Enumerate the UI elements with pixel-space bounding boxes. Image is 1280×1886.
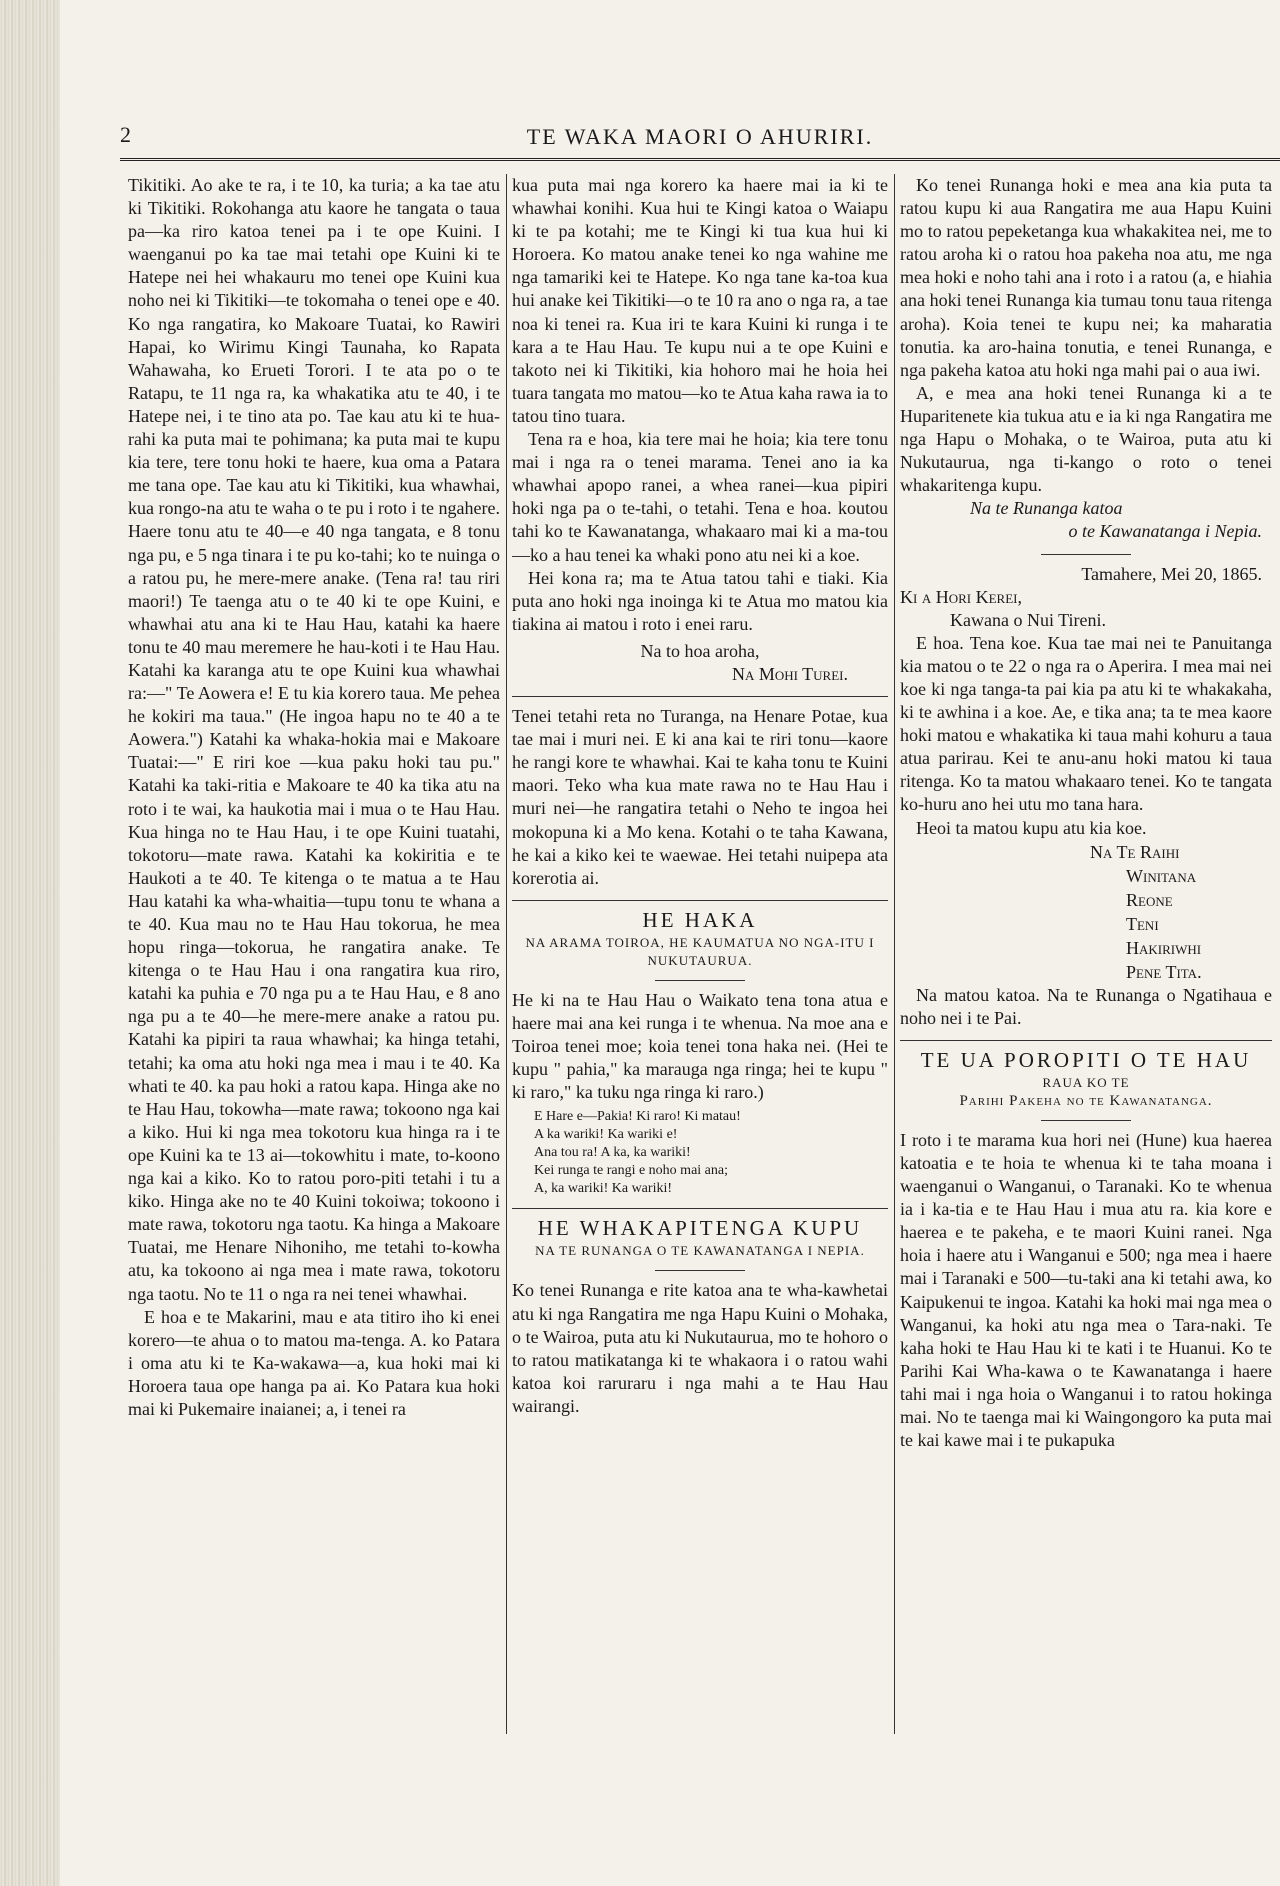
article-paragraph: I roto i te marama kua hori nei (Hune) kua haerea katoatia e te hoia te whenua ki te taha moana i waenganui o Wanganui, o Taranaki. Ko te whenua ia i ka-tia e te Hau Hau i mua atu ra. kia kore e haerea e te pakeha, e te maori Kuini ranei. Nga hoia i haere atu i Wanganui e 500; nga mea i haere mai i Taranaki e 500—tu-taki ana ki tetahi awa, ko Kaipukenui te ingoa. Katahi ka hoki mai nga mea o Wanganui, ka hoki atu nga mea o Tara-naki. Te kaha hoki te Hau Hau ki te kati i te Huanui. Ko te Parihi Kai Wha-kawa o te Kawanatanga i haere tahi mai i nga hoia o Wanganui i to ratou hokinga mai. No te taenga mai ki Waingongoro ka puta mai te kai kawe mai i te pukapuka bbox=[900, 1129, 1272, 1451]
section-subheading: Parihi Pakeha no te Kawanatanga. bbox=[959, 1092, 1213, 1109]
section-heading-ua-poropiti: TE UA POROPITI O TE HAU bbox=[920, 1047, 1252, 1072]
section-heading-haka: HE HAKA bbox=[642, 907, 758, 932]
resolution-signature-2: o te Kawanatanga i Nepia. bbox=[1068, 521, 1262, 542]
column-2 bbox=[512, 174, 888, 1734]
header-rule bbox=[120, 158, 1280, 161]
letter-dateline: Tamahere, Mei 20, 1865. bbox=[1081, 563, 1262, 584]
verse-line: E Hare e—Pakia! Ki raro! Ki matau! bbox=[534, 1109, 741, 1125]
article-paragraph: Na matou katoa. Na te Runanga o Ngatihaua e noho nei i te Pai. bbox=[900, 984, 1272, 1028]
article-paragraph: A, e mea ana hoki tenei Runanga ki a te Huparitenete kia tukua atu e ia ki nga Rangatira me nga Hapu o Mohaka, o te Wairoa, puta atu ki Nukutaurua, nga ti-kango o roto o tenei whakaritenga kupu. bbox=[900, 382, 1272, 496]
signatory-name: Reone bbox=[1126, 889, 1173, 910]
short-divider bbox=[655, 980, 745, 981]
section-subheading: NA TE RUNANGA O TE KAWANATANGA I NEPIA. bbox=[535, 1243, 865, 1259]
signatory-list bbox=[900, 840, 1272, 984]
signatory-name: Na Te Raihi bbox=[1090, 841, 1180, 862]
article-paragraph: Ko tenei Runanga e rite katoa ana te wha-kawhetai atu ki nga Rangatira me nga Hapu Kuini o Mohaka, o te Wairoa, puta atu ki Nukutaurua, mo te hohoro o to ratou matikatanga ki te whakaora i o ratou wahi katoa koi raruraru i nga mahi a te Hau Hau wairangi. bbox=[512, 1280, 888, 1416]
section-divider bbox=[512, 900, 888, 901]
section-subheading: RAUA KO TE bbox=[1042, 1074, 1130, 1090]
article-paragraph: kua puta mai nga korero ka haere mai ia ki te whawhai konihi. Kua hui te Kingi katoa o Waiapu ki te pa kotahi; me te Kingi ki tua kua hui ki Horoera. Ko matou anake tenei ko nga wahine me nga tamariki kei te Hatepe. Ko nga tane ka-toa kua hui anake kei Tikitiki—o te 10 ra ano o nga ra, a tae noa ki tenei ra. Kua iri te kara Kuini ki runga i te kara a te Hau Hau. Te kupu nui a te ope Kuini e takoto nei ki Tikitiki, kia hohoro mai he hoia hei tuara tangata mo matou—ko te Atua kaha rawa ia to tatou tino tuara. bbox=[512, 175, 888, 426]
verse-line: Kei runga te rangi e noho mai ana; bbox=[534, 1163, 728, 1179]
article-paragraph: Hei kona ra; ma te Atua tatou tahi e tiaki. Kia puta ano hoki nga inoinga ki te Atua mo matou kia tiakina ai matou i roto i enei raru. bbox=[512, 567, 888, 634]
verse-line: A, ka wariki! Ka wariki! bbox=[534, 1181, 673, 1197]
newspaper-title: TE WAKA MAORI O AHURIRI. bbox=[526, 124, 874, 149]
article-paragraph: E hoa e te Makarini, mau e ata titiro iho ki enei korero—te ahua o to matou ma-tenga. A. ko Patara i oma atu ki te Ka-wakawa—a, kua hoki mai ki Horoera taua ope hanga pa ai. Ko Patara kua hoki mai ki Pukemaire inaianei; a, i tenei ra bbox=[128, 1306, 500, 1419]
letter-salutation: Ki a Hori Kerei, bbox=[900, 586, 1022, 607]
letter-signature: Na Mohi Turei. bbox=[732, 663, 848, 684]
page-binding-edge bbox=[0, 0, 60, 1886]
section-divider bbox=[900, 1040, 1272, 1041]
signatory-name: Hakiriwhi bbox=[1126, 937, 1202, 958]
signatory-name: Pene Tita. bbox=[1126, 961, 1202, 982]
column-divider-1 bbox=[506, 174, 507, 1734]
signatory-name: Winitana bbox=[1126, 865, 1197, 886]
column-1 bbox=[128, 174, 500, 1734]
section-subheading: NA ARAMA TOIROA, HE KAUMATUA NO NGA-ITU I NUKUTAURUA. bbox=[525, 934, 875, 968]
article-paragraph: Heoi ta matou kupu atu kia koe. bbox=[916, 817, 1147, 838]
article-paragraph: Tenei tetahi reta no Turanga, na Henare Potae, kua tae mai i muri nei. E ki ana kai te riri tonu—kaore he rangi kore te whawhai. Kai te kaha tonu te Kuini maori. Teko wha kua mate rawa no te Hau Hau i muri nei—he rangatira tetahi o Neho te ingoa hei mokopuna ki a Mo kena. Kotahi o te taha Kawana, he kai a kiko kei te waewae. Hei tetahi nuipepa ata korerotia ai. bbox=[512, 706, 888, 888]
haka-verse bbox=[512, 1108, 888, 1198]
verse-line: Ana tou ra! A ka, ka wariki! bbox=[534, 1145, 691, 1161]
column-divider-2 bbox=[894, 174, 895, 1734]
page-number: 2 bbox=[120, 122, 131, 147]
letter-closing: Na to hoa aroha, bbox=[640, 640, 760, 661]
article-paragraph: Tikitiki. Ao ake te ra, i te 10, ka turia; a ka tae atu ki Tikitiki. Rokohanga atu kaore he tangata o taua pa—ka riro katoa tenei pa i te ope Kuini. I waenganui po ka tae mai tetahi ope Kuini ki te Hatepe nei hei whakauru mo tenei ope Kuini kua noho nei ki Tikitiki—te tokomaha o tenei ope e 40. Ko nga rangatira, ko Makoare Tuatai, ko Rawiri Hapai, ko Wirimu Kingi Taunaha, ko Rapata Wahawaha, ko Erueti Torori. I te ata po o te Ratapu, te 11 nga ra, ka whakatika atu te 40, i te Hatepe nei, i te tino ata po. Tae kau atu ki te hua-rahi ka puta mai te pohimana; ka puta mai te kupu kia tere, tere tonu hoki te haere, kua oma a Patara me tana ope. Tae kau atu ki Tikitiki, kua whawhai, kua rongo-na atu te waha o te pu i roto i te ngahere. Haere tonu atu te 40—e 40 nga tangata, e 8 tonu nga pu, e 5 nga tinara i te pu ko-tahi; ko te nuinga o a ratou pu, he mere-mere anake. (Tena ra! tau riri maori!) Te taenga atu o te 40 ki te ope Kuini, e whawhai atu ana ki te Hau Hau, katahi ka haere tonu te 40 mau meremere he hau-koti i te Hau Hau. Katahi ka karanga atu te ope Kuini kua whawhai ra:—" Te Aowera e! E tu kia korero taua. Me pehea he kokiri ma taua." (He ingoa hapu no te 40 a te Aowera.") Katahi ka whaka-hokia mai e Makoare Tuatai:—" E riri koe —kua paku hoki tau pu." Katahi ka taki-ritia e Makoare te 40 ka tika atu na roto i te wai, ka haukotia mai i mua o te Hau Hau. Kua hinga no te Hau Hau, i te ope Kuini tuatahi, tokotoru—mate rawa. Katahi ka kokiritia e te Haukoti a te 40. Te kitenga o te matua a te Hau Hau katahi ka wha-whaitia—tupu tonu te whana a te 40. Kua mau no te Hau Hau tokorua, he mea hopu ringa—tokorua, he rangatira anake. Te kitenga o te Hau Hau i ona rangatira kua riro, katahi ka puhia e 70 nga pu a te Hau Hau, e 8 ano nga pu a te 40—he mere-mere anake a ratou pu. Katahi ka pipiri ta raua whawhai; ka hinga tetahi, tetahi; ka oma atu hoki nga mea i mau i te 40. Ka whati te 40. ka pau hoki a ratou kapa. Hinga ake no te Hau Hau, tokowha—mate rawa; tokoono nga kai a kiko. Hui ki nga mea tokotoru kua hinga ra i te ope Kuini ka te 13 ai—tokowhitu i mate, to-koono nga kai a kiko. Ko to ratou poro-piti tetahi i tu a kiko. Hinga ake no te 40 Kuini tokoiwa; tokoono i mate rawa, tokotoru nga taotu. Ka hinga a Makoare Tuatai, me Henare Nihoniho, me tetahi to-kowha atu, ka tokoono ai nga mea i mate rawa, tokotoru nga taotu. No te 11 o nga ra nei tenei whawhai. bbox=[128, 175, 500, 1304]
short-divider bbox=[1041, 554, 1131, 555]
resolution-signature-1: Na te Runanga katoa bbox=[970, 498, 1123, 519]
signatory-name: Teni bbox=[1126, 913, 1159, 934]
column-3 bbox=[900, 174, 1272, 1734]
article-paragraph: He ki na te Hau Hau o Waikato tena tona atua e haere mai ana kei runga i te whenua. Na moe ana e Toiroa tenei moe; koia tenei tona haka nei. (Hei te kupu " pahia," ka marauga nga ringa; hei te kupu " ki raro," ka tuku nga ringa ki raro.) bbox=[512, 989, 888, 1103]
short-divider bbox=[1041, 1120, 1131, 1121]
section-heading-whakapai: HE WHAKAPITENGA KUPU bbox=[537, 1216, 863, 1241]
section-divider bbox=[512, 1208, 888, 1209]
verse-line: A ka wariki! Ka wariki e! bbox=[534, 1127, 678, 1143]
article-paragraph: Tena ra e hoa, kia tere mai he hoia; kia tere tonu mai i nga ra o tenei marama. Tenei ano ia ka whawhai apopo ranei, a whea ranei—kua pipiri hoki nga pa o te-tahi, o tetahi. Tena e hoa. koutou tahi ko te Kawanatanga, whakaaro mai ki a ma-tou—ko a hau tenei ka whaki pono atu nei ki a koe. bbox=[512, 429, 888, 565]
article-paragraph: E hoa. Tena koe. Kua tae mai nei te Panuitanga kia matou o te 22 o nga ra o Aperira. I mea mai nei koe ki nga tanga-ta pai kia pa atu ki te whakakaha, ki te awhina i a koe. Ae, e tika ana; ta te mea kaore hoki matou e whakatika ki taua mahi kohuru a taua atua parirau. Kei te anu-anu hoki matou ki taua ritenga. Ko ta matou whakaaro tenei. Ko te tangata ko-huru ano hei utu mo tana hara. bbox=[900, 632, 1272, 815]
article-paragraph: Ko tenei Runanga hoki e mea ana kia puta ta ratou kupu ki aua Rangatira me aua Hapu Kuini mo to ratou pepeketanga kua whakakitea nei, me to ratou aroha ki o ratou hoa pakeha noa atu, me nga mea hoki e noho tahi ana i roto i a ratou (a, e hiahia ana hoki tenei Runanga kia tumau tonu taua ritenga aroha). Koia tenei te kupu nei; ka maharatia tonutia. ka aro-haina tonutia, e tenei Runanga, e nga pakeha katoa atu hoki nga mahi pai o aua iwi. bbox=[900, 175, 1272, 380]
page-header bbox=[120, 118, 1280, 158]
letter-addressee: Kawana o Nui Tireni. bbox=[950, 609, 1106, 630]
section-divider bbox=[512, 696, 888, 697]
short-divider bbox=[655, 1270, 745, 1271]
